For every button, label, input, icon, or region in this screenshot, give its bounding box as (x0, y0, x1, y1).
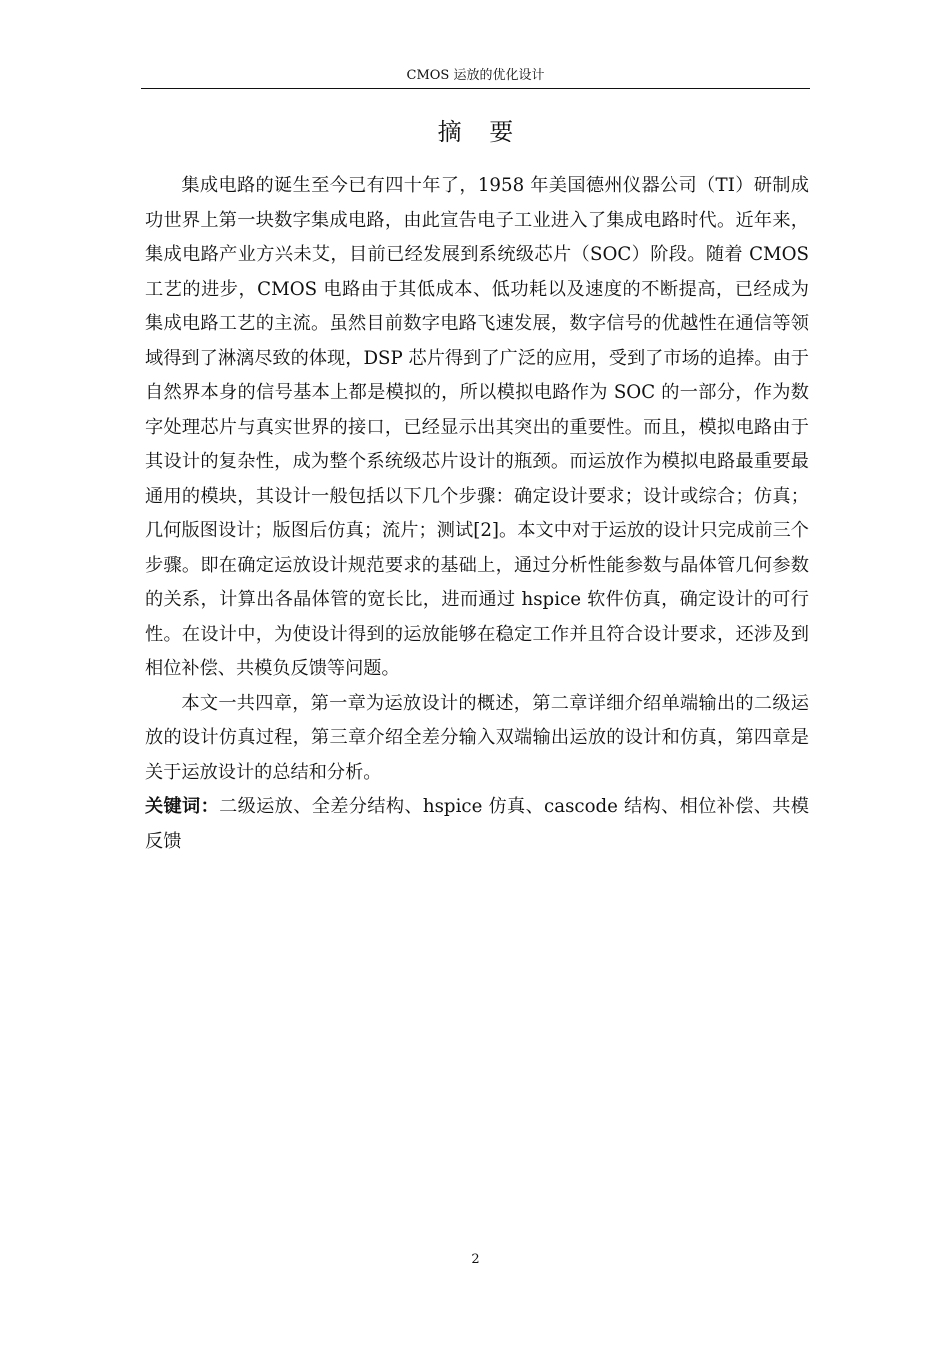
keywords-text: 二级运放、全差分结构、hspice 仿真、cascode 结构、相位补偿、共模反馈 (145, 796, 809, 852)
page-number: 2 (471, 1252, 480, 1267)
abstract-paragraph-2: 本文一共四章，第一章为运放设计的概述，第二章详细介绍单端输出的二级运放的设计仿真过程，第三章介绍全差分输入双端输出运放的设计和仿真，第四章是关于运放设计的总结和分析。 (145, 692, 809, 783)
keywords-line (145, 790, 809, 859)
running-header: CMOS 运放的优化设计 (406, 68, 545, 83)
abstract-title: 摘 要 (437, 118, 524, 146)
abstract-paragraph-1: 集成电路的诞生至今已有四十年了，1958 年美国德州仪器公司（TI）研制成功世界上第一块数字集成电路，由此宣告电子工业进入了集成电路时代。近年来，集成电路产业方兴未艾，目前已经发展到系统级芯片（SOC）阶段。随着 CMOS 工艺的进步，CMOS 电路由于其低成本、低功耗以及速度的不断提高，已经成为集成电路工艺的主流。虽然目前数字电路飞速发展，数字信号的优越性在通信等领域得到了淋漓尽致的体现，DSP 芯片得到了广泛的应用，受到了市场的追捧。由于自然界本身的信号基本上都是模拟的，所以模拟电路作为 SOC 的一部分，作为数字处理芯片与真实世界的接口，已经显示出其突出的重要性。而且，模拟电路由于其设计的复杂性，成为整个系统级芯片设计的瓶颈。而运放作为模拟电路最重要最通用的模块，其设计一般包括以下几个步骤：确定设计要求；设计或综合；仿真；几何版图设计；版图后仿真；流片；测试[2]。本文中对于运放的设计只完成前三个步骤。即在确定运放设计规范要求的基础上，通过分析性能参数与晶体管几何参数的关系，计算出各晶体管的宽长比，进而通过 hspice 软件仿真，确定设计的可行性。在设计中，为使设计得到的运放能够在稳定工作并且符合设计要求，还涉及到相位补偿、共模负反馈等问题。 (145, 175, 809, 679)
abstract-body (145, 169, 809, 859)
header-rule (141, 88, 810, 89)
keywords-label: 关键词： (145, 796, 220, 817)
